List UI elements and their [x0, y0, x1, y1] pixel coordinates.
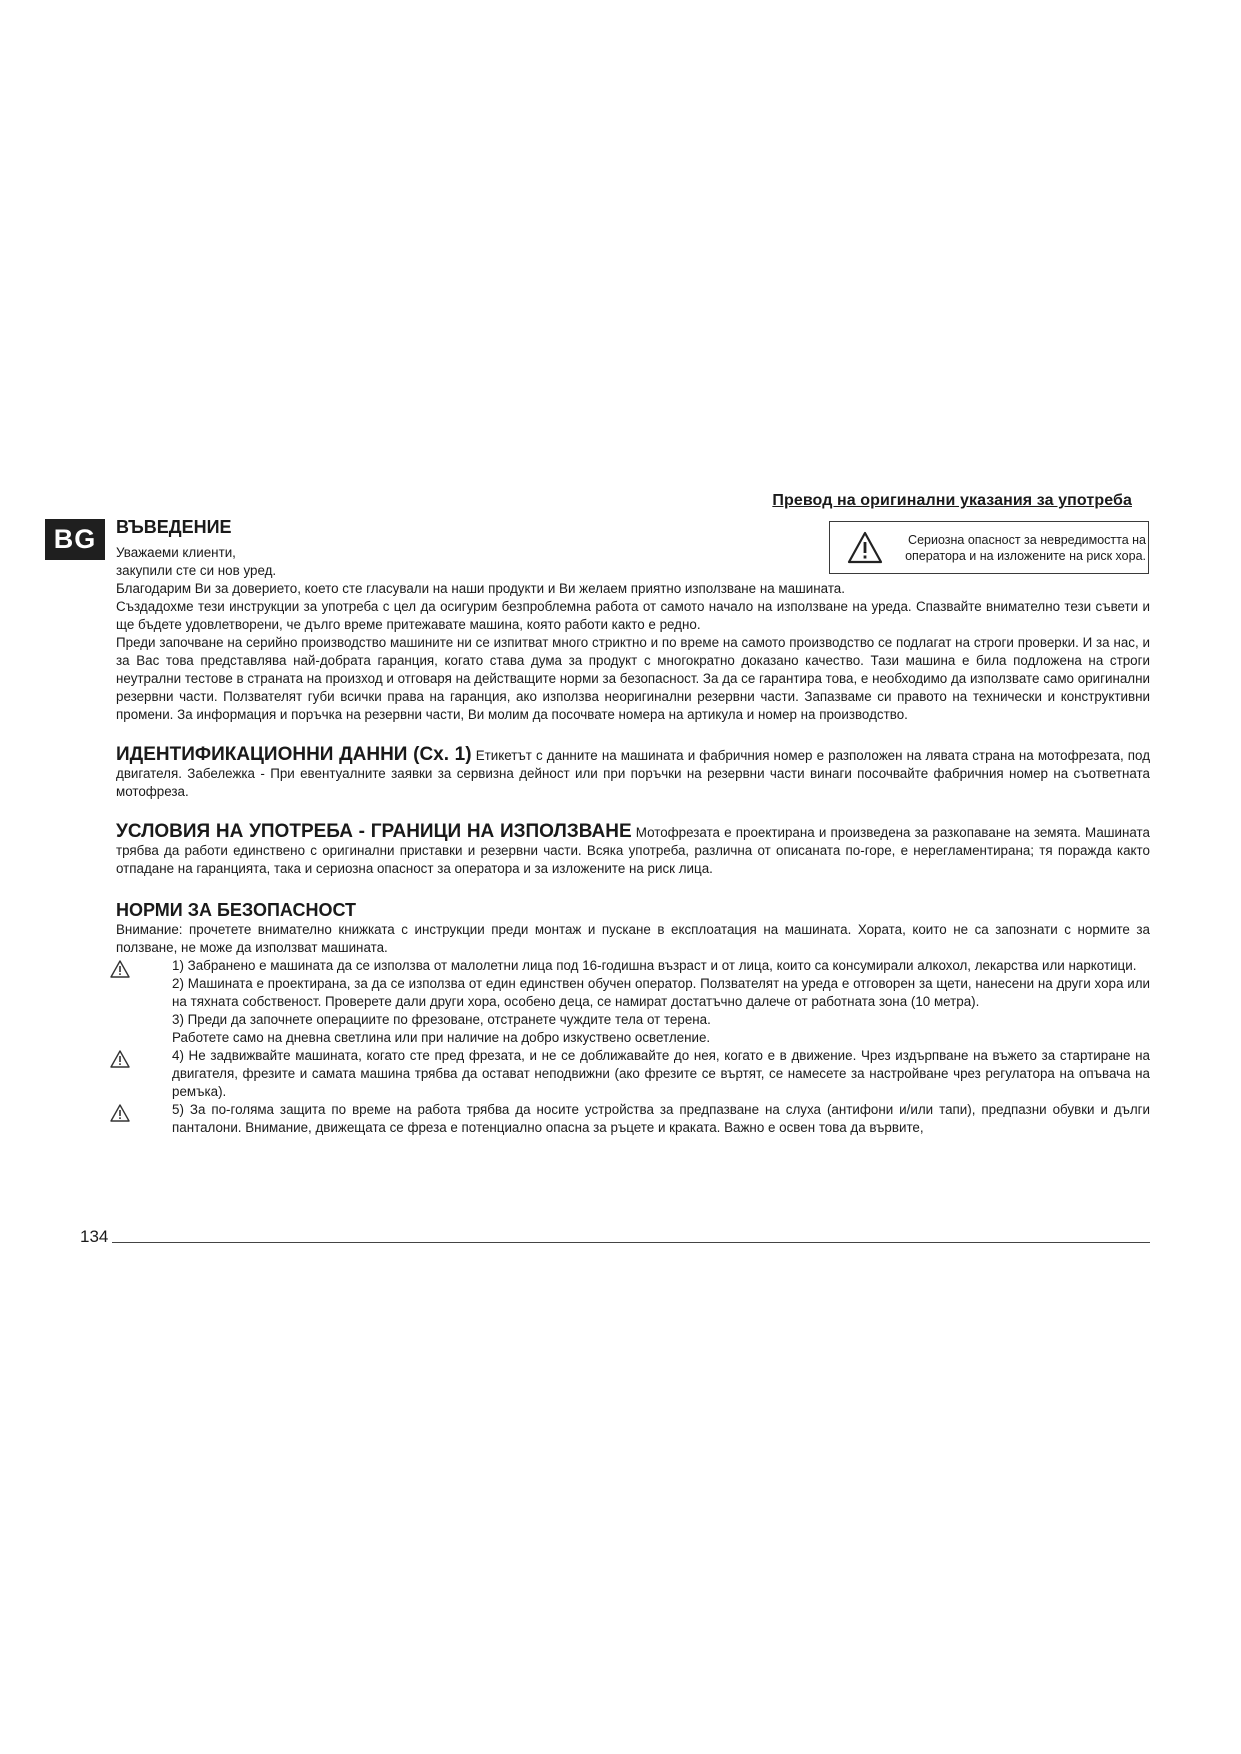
intro-heading: ВЪВЕДЕНИЕ [116, 517, 232, 537]
safety-item-1 [116, 957, 1150, 975]
safety-item-3-note: Работете само на дневна светлина или при наличие на добро изкуствено осветление. [172, 1030, 711, 1045]
safety-item-4 [116, 1047, 1150, 1101]
intro-paragraph-1: закупили сте си нов уред. [116, 563, 277, 578]
safety-item-2-text: 2) Машината е проектирана, за да се използва от един единствен обучен оператор. Ползвателят на уреда е отговорен за щети, нанесени на други хора или на тяхната собственост. Проверете дали други хора, особено деца, се намират достатъчно далече от работната зона (10 метра). [172, 976, 1150, 1009]
document-body [116, 516, 1150, 1137]
warning-legend-line2: оператора и на изложените на риск хора. [905, 548, 1146, 563]
safety-item-3-text: 3) Преди да започнете операциите по фрезоване, отстранете чуждите тела от терена. [172, 1012, 711, 1027]
warning-triangle-icon [110, 1103, 130, 1123]
page-number: 134 [80, 1227, 109, 1246]
safety-intro: Внимание: прочетете внимателно книжката с инструкции преди монтаж и пускане в експлоатация на машината. Хората, които не са запознати с нормите за ползване, не може да използват машината. [116, 922, 1150, 955]
page-footer [80, 1228, 1150, 1245]
warning-triangle-icon [110, 959, 130, 979]
usage-section [116, 822, 1150, 878]
footer-divider [112, 1242, 1150, 1243]
warning-triangle-icon [110, 1049, 130, 1069]
usage-text: Мотофрезата е проектирана и произведена за разкопаване на земята. Машината трябва да работи единствено с оригинални приставки и резервни части. Всяка употреба, различна от описаната по-горе, е нерегламентирана; тя поражда както отпадане на гаранцията, така и сериозна опасност за оператора и за изложените на риск лица. [116, 825, 1150, 876]
intro-paragraph-2: Благодарим Ви за доверието, което сте гласували на наши продукти и Ви желаем приятно използване на машината. [116, 581, 845, 596]
intro-paragraph-4: Преди започване на серийно производство машините ни се изпитват много стриктно и по време на самото производство се подлагат на строги проверки. И за нас, и за Вас това представлява най-добрата гаранция, когато става дума за продукт с многократно доказано качество. Тази машина е била подложена на строги неутрални тестове в страната на произход и отговаря на действащите норми за безопасност. За да се гарантира това, е необходимо да използвате само оригинални резервни части. Ползвателят губи всички права на гаранция, ако използва неоригинални резервни части. Запазваме си правото на технически и конструктивни промени. За информация и поръчка на резервни части, Ви молим да посочвате номера на артикула и номер на производство. [116, 635, 1150, 722]
intro-paragraph-3: Създадохме тези инструкции за употреба с цел да осигурим безпроблемна работа от самото начало на използване на уреда. Спазвайте внимателно тези съвети и ще бъдете удовлетворени, че дълго време притежавате машина, която работи както е редно. [116, 599, 1150, 632]
identification-text: Етикетът с данните на машината и фабричния номер е разположен на лявата страна на мотофрезата, под двигателя. Забележка - При евентуалните заявки за сервизна дейност или при поръчки на резервни части винаги посочвайте фабричния номер на съответната мотофреза. [116, 748, 1151, 799]
document-subtitle: Превод на оригинални указания за употреба [772, 492, 1132, 509]
safety-item-1-text: 1) Забранено е машината да се използва от малолетни лица под 16-годишна възраст и от лица, които са консумирали алкохол, лекарства или наркотици. [172, 958, 1137, 973]
usage-heading: УСЛОВИЯ НА УПОТРЕБА - ГРАНИЦИ НА ИЗПОЛЗВАНЕ [116, 821, 632, 842]
safety-item-4-text: 4) Не задвижвайте машината, когато сте пред фрезата, и не се доближавайте до нея, когато е в движение. Чрез издърпване на въжето за стартиране на двигателя, фрезите и самата машина трябва да остават неподвижни (ако фрезите се въртят, се намесете за настройване чрез регулатора на опъвача на ремъка). [172, 1048, 1150, 1099]
identification-section [116, 745, 1150, 801]
intro-greeting: Уважаеми клиенти, [116, 545, 236, 560]
safety-item-5 [116, 1101, 1150, 1137]
safety-item-5-text: 5) За по-голяма защита по време на работа трябва да носите устройства за предпазване на слуха (антифони и/или тапи), предпазни обувки и дълги панталони. Внимание, движещата се фреза е потенциално опасна за ръцете и краката. Важно е освен това да вървите, [172, 1102, 1150, 1135]
warning-legend-line1: Сериозна опасност за невредимостта на [908, 532, 1146, 547]
safety-heading: НОРМИ ЗА БЕЗОПАСНОСТ [116, 900, 356, 920]
identification-heading: ИДЕНТИФИКАЦИОННИ ДАННИ (Сх. 1) [116, 744, 472, 765]
language-badge: BG [45, 519, 105, 560]
